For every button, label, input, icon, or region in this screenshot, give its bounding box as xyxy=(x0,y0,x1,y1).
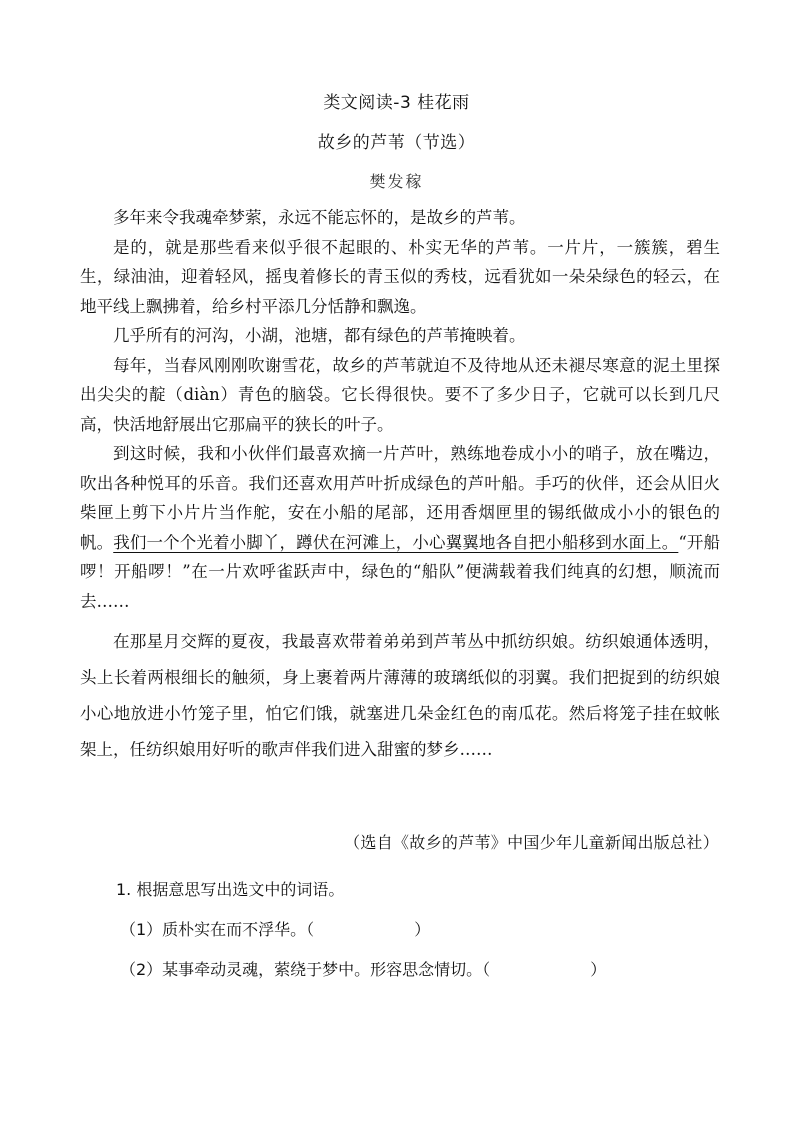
paragraph-5-tail: “开船啰！开船啰！”在一片欢呼雀跃声中，绿色的“船队”便满载着我们纯真的幻想，顺流而去…… xyxy=(80,532,721,611)
paragraph-1: 多年来令我魂牵梦萦，永远不能忘怀的，是故乡的芦苇。 xyxy=(113,208,526,227)
source-citation: （选自《故乡的芦苇》中国少年儿童新闻出版总社） xyxy=(344,833,719,852)
paragraph-4: 每年，当春风刚刚吹谢雪花，故乡的芦苇就迫不及待地从还未褪尽寒意的泥土里探出尖尖的靛（diàn）青色的脑袋。它长得很快。要不了多少日子，它就可以长到几尺高，快活地舒展出它那扁平的狭长的叶子。 xyxy=(80,355,720,434)
paragraph-5 xyxy=(80,439,720,616)
question-1-1-text: （1）质朴实在而不浮华。（ xyxy=(120,920,315,939)
series-title: 类文阅读-3 桂花雨 xyxy=(323,93,470,113)
question-1-1 xyxy=(116,910,606,950)
article-body xyxy=(80,203,720,768)
paragraph-3: 几乎所有的河沟，小湖，池塘，都有绿色的芦苇掩映着。 xyxy=(113,326,526,345)
author-name: 樊发稼 xyxy=(369,172,424,191)
question-1: 1. 根据意思写出选文中的词语。 xyxy=(116,880,345,899)
question-1-2 xyxy=(116,950,606,990)
close-paren-2: ） xyxy=(590,960,607,979)
questions-section xyxy=(116,870,606,990)
close-paren-1: ） xyxy=(414,920,431,939)
paragraph-5-text: 到这时候，我和小伙伴们最喜欢摘一片芦叶，熟练地卷成小小的哨子，放在嘴边，吹出各种悦耳的乐音。我们还喜欢用芦叶折成绿色的芦叶船。手巧的伙伴，还会从旧火柴匣上剪下小片片当作舵，安在小船的尾部，还用香烟匣里的锡纸做成小小的银色的帆。 xyxy=(80,444,720,552)
question-1-2-text: （2）某事牵动灵魂，萦绕于梦中。形容思念情切。（ xyxy=(120,960,491,979)
article-title: 故乡的芦苇（节选） xyxy=(317,133,476,153)
underlined-sentence: 我们一个个光着小脚丫，蹲伏在河滩上，小心翼翼地各自把小船移到水面上。 xyxy=(113,532,679,552)
paragraph-2: 是的，就是那些看来似乎很不起眼的、朴实无华的芦苇。一片片，一簇簇，碧生生，绿油油，迎着轻风，摇曳着修长的青玉似的秀枝，远看犹如一朵朵绿色的轻云，在地平线上飘拂着，给乡村平添几分恬静和飘逸。 xyxy=(80,237,720,316)
paragraph-6: 在那星月交辉的夏夜，我最喜欢带着弟弟到芦苇丛中抓纺织娘。纺织娘通体透明，头上长着两根细长的触须，身上裹着两片薄薄的玻璃纸似的羽翼。我们把捉到的纺织娘小心地放进小竹笼子里，怕它们饿，就塞进几朵金红色的南瓜花。然后将笼子挂在蚊帐架上，任纺织娘用好听的歌声伴我们进入甜蜜的梦乡…… xyxy=(80,632,720,759)
